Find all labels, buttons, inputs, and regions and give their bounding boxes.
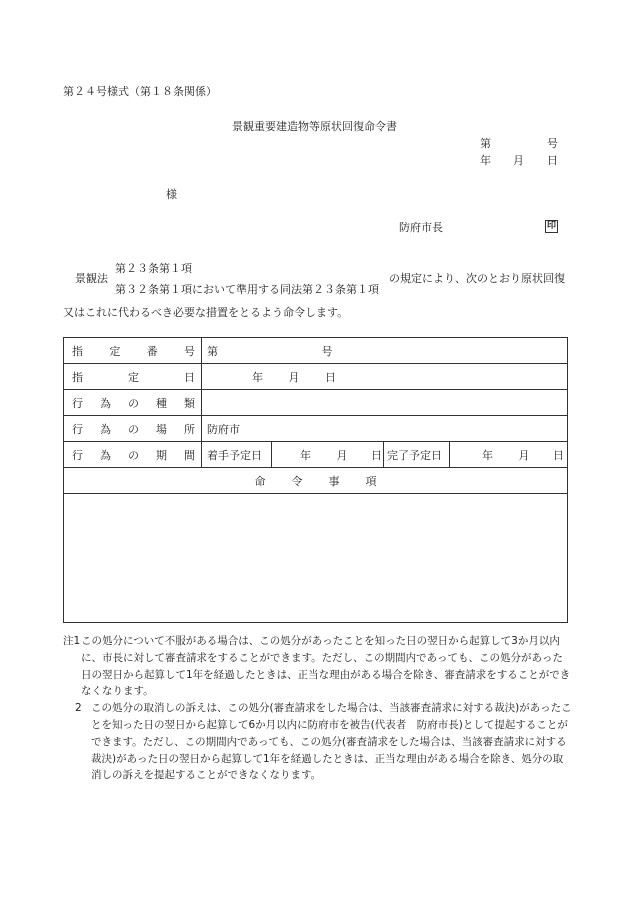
body-tail: の規定により、次のとおり原状回復 (389, 272, 565, 285)
date-day: 日 (547, 154, 558, 167)
issuer-name: 防府市長 (399, 221, 443, 234)
number-label: 第 (480, 137, 491, 150)
row-act-type (64, 390, 568, 416)
order-form-table (63, 337, 568, 623)
law-name: 景観法 (75, 272, 108, 285)
designation-number-value[interactable]: 第 号 (202, 338, 568, 364)
addressee-suffix: 様 (166, 188, 177, 201)
act-place-value[interactable]: 防府市 (202, 416, 568, 442)
note-1-mark: 注1 (63, 635, 81, 647)
number-suffix: 号 (547, 137, 558, 150)
start-date-label: 着手予定日 (202, 442, 272, 468)
document-title: 景観重要建造物等原状回復命令書 (232, 120, 397, 133)
row-designation-date (64, 364, 568, 390)
form-number: 第２４号様式（第１８条関係） (63, 85, 217, 98)
end-date-value[interactable]: 年 月 日 (450, 442, 568, 468)
note-2-mark: 2 (75, 702, 82, 715)
note-2-text: この処分の取消しの訴えは、この処分(審査請求をした場合は、当該審査請求に対する裁決)があったことを知った日の翌日から起算して6か月以内に防府市を被告(代表者 防府市長)として提起することができます。ただし、この期間内であっても、この処分(審査請求をした場合は、当該審査請求に対する裁決)があった日の翌日から起算して1年を経過したときは、正当な理由がある場合を除き、処分の取消しの訴えを提起することができなくなります。 (91, 702, 572, 782)
order-items-area[interactable] (64, 494, 568, 623)
start-date-value[interactable]: 年 月 日 (272, 442, 384, 468)
designation-number-label-cell: 指 定 番 号 (64, 338, 202, 364)
article-option-1: 第２３条第１項 (115, 262, 192, 275)
act-type-label-cell: 行 為 の 種 類 (64, 390, 202, 416)
note-2 (63, 700, 573, 784)
designation-date-label-cell: 指 定 日 (64, 364, 202, 390)
notes-section (63, 633, 573, 784)
note-1 (63, 633, 573, 700)
end-date-label: 完了予定日 (384, 442, 450, 468)
row-act-place (64, 416, 568, 442)
act-place-label-cell: 行 為 の 場 所 (64, 416, 202, 442)
seal-mark: 印 (546, 221, 556, 231)
row-act-period (64, 442, 568, 468)
article-option-2: 第３２条第１項において準用する同法第２３条第１項 (115, 283, 379, 296)
body-line-2: 又はこれに代わるべき必要な措置をとるよう命令します。 (63, 306, 349, 319)
row-order-header (64, 468, 568, 494)
designation-date-value[interactable]: 年 月 日 (202, 364, 568, 390)
date-month: 月 (513, 154, 524, 167)
note-1-text: この処分について不服がある場合は、この処分があったことを知った日の翌日から起算して3か月以内に、市長に対して審査請求をすることができます。ただし、この期間内であっても、この処分があった日の翌日から起算して1年を経過したときは、正当な理由がある場合を除き、審査請求をすることができなくなります。 (81, 635, 571, 698)
row-order-body (64, 494, 568, 623)
order-items-header: 命 令 事 項 (64, 468, 568, 494)
row-designation-number (64, 338, 568, 364)
act-type-value[interactable] (202, 390, 568, 416)
date-year: 年 (480, 154, 491, 167)
act-period-label-cell: 行 為 の 期 間 (64, 442, 202, 468)
